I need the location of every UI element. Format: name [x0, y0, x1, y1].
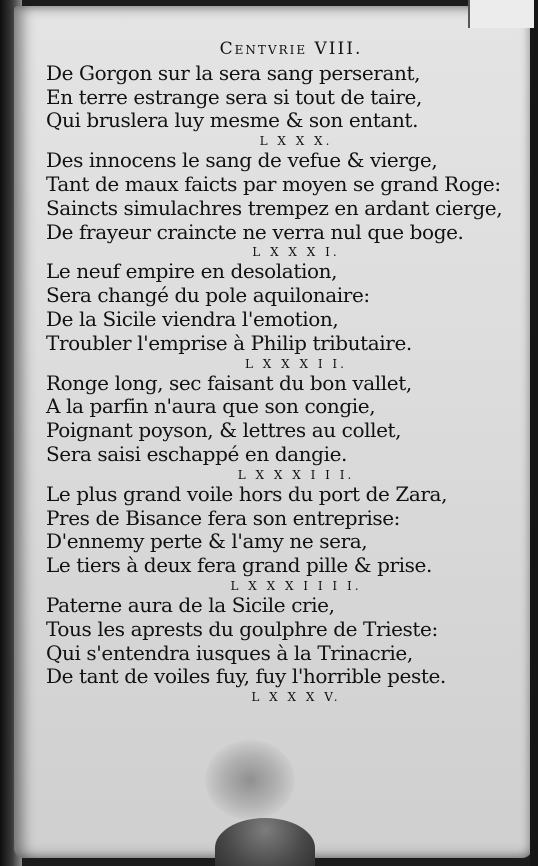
verse-line: Sera changé du pole aquilonaire: — [46, 283, 370, 308]
verse-line: De Gorgon sur la sera sang perserant, — [46, 60, 421, 85]
verse-line: A la parfin n'aura que son congie, — [46, 394, 376, 419]
quatrain-text-block — [46, 38, 516, 705]
verse-line: Des innocens le sang de vefue & vierge, — [46, 148, 438, 173]
verse-line: De tant de voiles fuy, fuy l'horrible peste. — [46, 664, 446, 689]
page-edge — [530, 0, 538, 866]
verse-line: De frayeur craincte ne verra nul que boge. — [46, 219, 464, 244]
quatrain-number: L X X X. — [259, 134, 333, 149]
quatrain-number: L X X X V. — [251, 690, 341, 705]
verse-line: De la Sicile viendra l'emotion, — [46, 306, 339, 331]
verse-line: Le neuf empire en desolation, — [46, 259, 338, 284]
verse-line: Qui s'entendra iusques à la Trinacrie, — [46, 640, 413, 665]
verse-line: Poignant poyson, & lettres au collet, — [46, 418, 402, 443]
verse-line: Ronge long, sec faisant du bon vallet, — [46, 370, 412, 395]
verse-line: Troubler l'emprise à Philip tributaire. — [46, 330, 412, 355]
verse-line: En terre estrange sera si tout de taire, — [46, 84, 422, 109]
quatrain-number: L X X X I I. — [245, 356, 347, 371]
verse-line: Paterne aura de la Sicile crie, — [46, 592, 335, 617]
verse-line: Tous les aprests du goulphre de Trieste: — [46, 616, 438, 641]
corner-paper-tab — [468, 0, 534, 28]
verse-line: D'ennemy perte & l'amy ne sera, — [46, 529, 368, 554]
quatrain-number: L X X X I. — [252, 245, 340, 260]
verse-line: Pres de Bisance fera son entreprise: — [46, 505, 400, 530]
quatrain-number: L X X X I I I I. — [230, 578, 362, 593]
verse-line: Sera saisi eschappé en dangie. — [46, 441, 347, 466]
verse-line: Le tiers à deux fera grand pille & prise. — [46, 553, 432, 578]
verse-line: Qui bruslera luy mesme & son entant. — [46, 108, 419, 133]
verse-line: Saincts simulachres trempez en ardant cierge, — [46, 195, 503, 220]
verse-line: Le plus grand voile hors du port de Zara, — [46, 481, 448, 506]
verse-line: Tant de maux faicts par moyen se grand Roge: — [46, 171, 501, 196]
ink-stain — [205, 740, 295, 820]
page-title: Centvrie VIII. — [219, 39, 363, 59]
quatrain-number: L X X X I I I. — [237, 467, 355, 482]
